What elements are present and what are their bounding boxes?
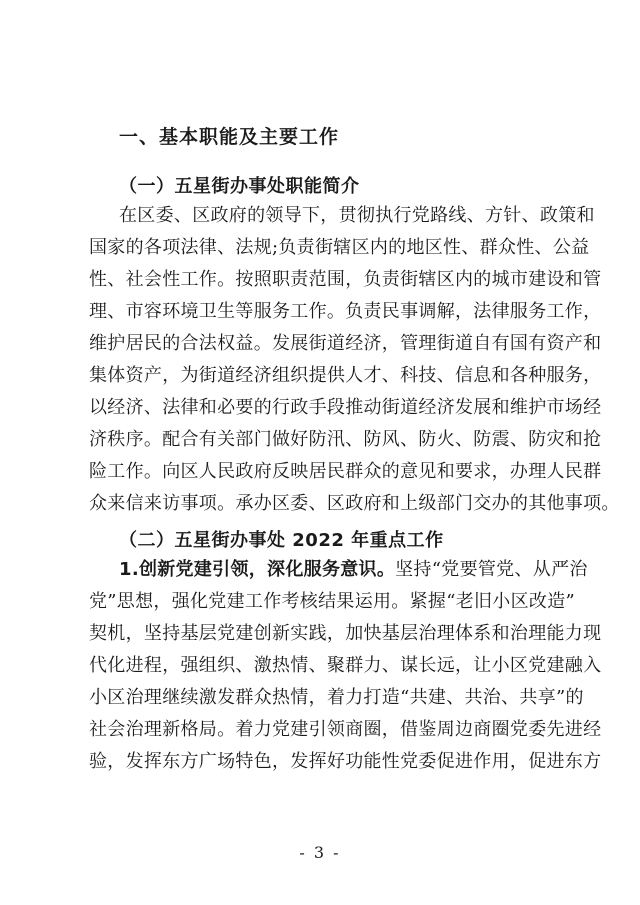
paragraph-line: 党”思想，强化党建工作考核结果运用。紧握“老旧小区改造”	[89, 591, 576, 612]
paragraph-line: 济秩序。配合有关部门做好防汛、防风、防火、防震、防灾和抢	[89, 429, 602, 450]
paragraph-line: 险工作。向区人民政府反映居民群众的意见和要求，办理人民群	[89, 461, 602, 482]
section-heading-1: 一、基本职能及主要工作	[119, 126, 340, 148]
paragraph-line: 以经济、法律和必要的行政手段推动街道经济发展和维护市场经	[89, 397, 602, 418]
paragraph-line: 理、市容环境卫生等服务工作。负责民事调解，法律服务工作，	[89, 301, 602, 322]
item-text: 坚持“党要管党、从严治	[395, 559, 588, 580]
paragraph-line: 契机，坚持基层党建创新实践，加快基层治理体系和治理能力现	[89, 623, 602, 644]
paragraph-line: 性、社会性工作。按照职责范围，负责街辖区内的城市建设和管	[89, 269, 602, 290]
paragraph-line: 维护居民的合法权益。发展街道经济，管理街道自有国有资产和	[89, 333, 602, 354]
paragraph-line: 代化进程，强组织、激热情、聚群力、谋长远，让小区党建融入	[89, 655, 602, 676]
paragraph-line: 众来信来访事项。承办区委、区政府和上级部门交办的其他事项。	[89, 493, 620, 514]
paragraph-line	[119, 559, 588, 581]
subsection-heading-1: （一）五星街办事处职能简介	[119, 176, 360, 197]
paragraph-line: 社会治理新格局。着力党建引领商圈，借鉴周边商圈党委先进经	[89, 719, 602, 740]
subsection-heading-2: （二）五星街办事处 2022 年重点工作	[119, 530, 444, 551]
paragraph-line: 在区委、区政府的领导下，贯彻执行党路线、方针、政策和	[119, 205, 595, 226]
paragraph-line: 验，发挥东方广场特色，发挥好功能性党委促进作用，促进东方	[89, 751, 602, 772]
paragraph-line: 集体资产，为街道经济组织提供人才、科技、信息和各种服务，	[89, 365, 602, 386]
page-number: - 3 -	[299, 843, 341, 862]
paragraph-line: 国家的各项法律、法规;负责街辖区内的地区性、群众性、公益	[89, 237, 590, 258]
item-heading: 1.创新党建引领，深化服务意识。	[119, 559, 396, 580]
paragraph-line: 小区治理继续激发群众热情，着力打造“共建、共治、共享”的	[89, 687, 584, 708]
